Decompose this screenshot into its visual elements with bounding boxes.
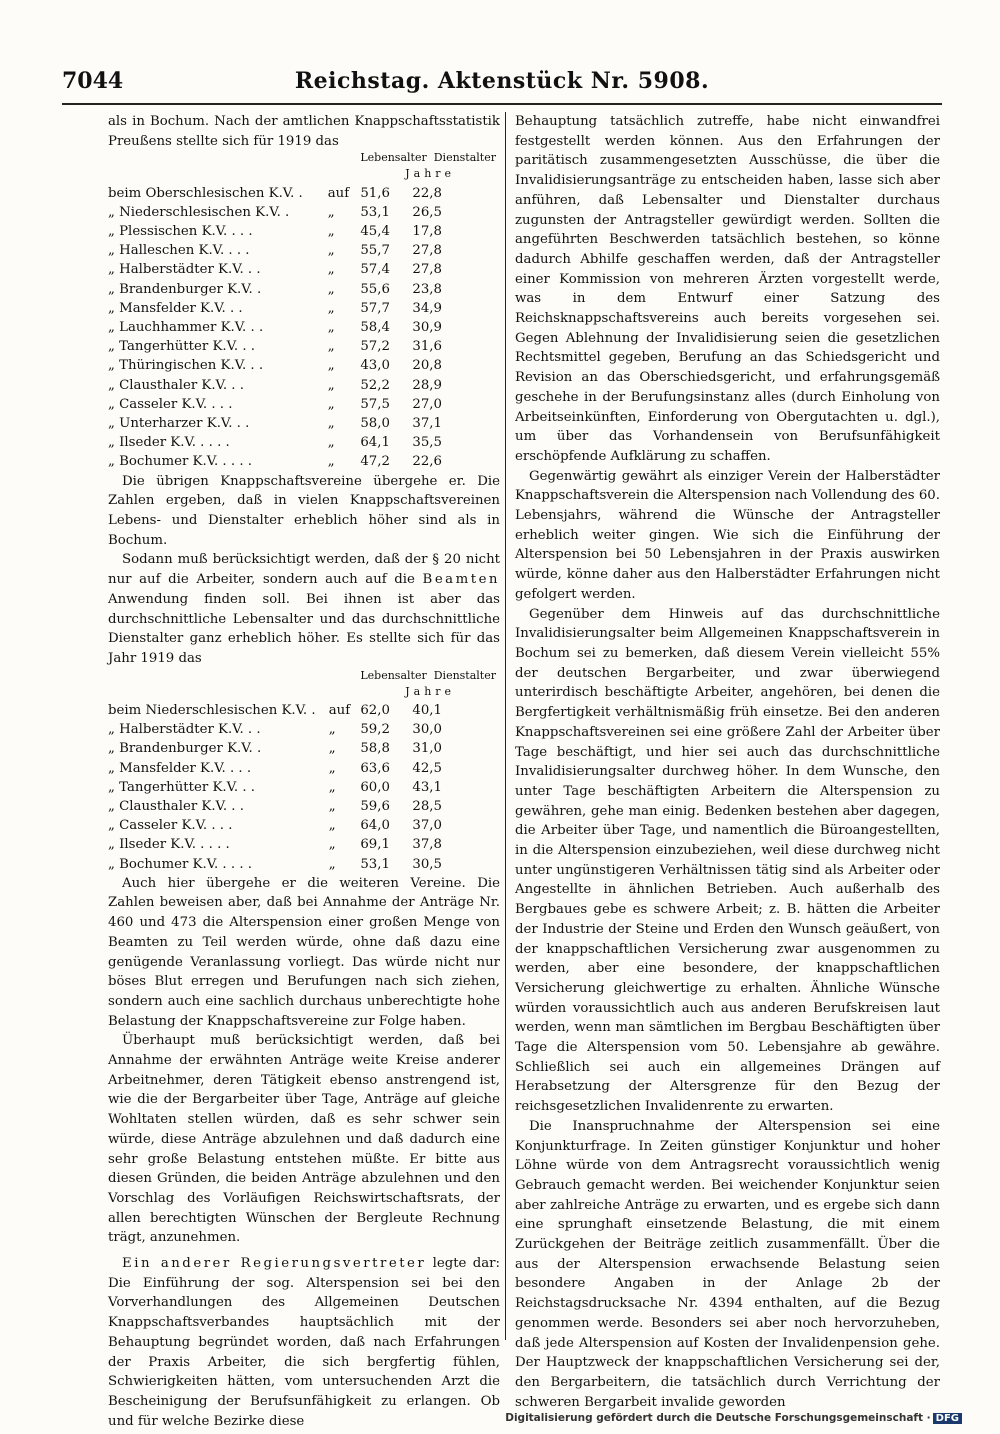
table1-cell-dienstalter: 31,6 (412, 339, 442, 355)
table2-header-unit: Jahre (405, 684, 456, 698)
table-row (108, 395, 500, 414)
table1-header-lebensalter: Lebensalter (360, 151, 427, 165)
table2-cell-name: „ Halberstädter K.V. . . (108, 722, 261, 738)
table2-cell-name: „ Clausthaler K.V. . . (108, 798, 244, 814)
table1-cell-auf: „ (327, 435, 335, 451)
table1-cell-name: „ Thüringischen K.V. . . (108, 358, 264, 374)
table-row (108, 356, 500, 375)
table2-cell-auf: „ (328, 779, 336, 795)
table1-cell-lebensalter: 58,4 (360, 320, 390, 336)
table1-cell-auf: „ (327, 377, 335, 393)
table1-cell-lebensalter: 64,1 (360, 435, 390, 451)
table1-cell-dienstalter: 17,8 (412, 224, 442, 240)
page-header (62, 68, 942, 102)
table1-cell-dienstalter: 22,6 (412, 454, 442, 470)
table1-header-unit: Jahre (405, 167, 456, 181)
table-row (108, 280, 500, 299)
dfg-logo: DFG (933, 1413, 962, 1424)
table1-cell-dienstalter: 26,5 (412, 204, 442, 220)
table-row (108, 816, 500, 835)
table1-cell-lebensalter: 57,2 (360, 339, 390, 355)
table2-cell-name: beim Niederschlesischen K.V. . (108, 702, 316, 718)
table1-cell-auf: „ (327, 358, 335, 374)
table2-cell-auf: „ (328, 722, 336, 738)
table2-cell-auf: „ (328, 837, 336, 853)
table2-cell-dienstalter: 30,0 (412, 722, 442, 738)
table2-cell-name: „ Ilseder K.V. . . . . (108, 837, 230, 853)
emph-beamten: Beamten (422, 572, 500, 588)
table1-cell-dienstalter: 35,5 (412, 435, 442, 451)
header-rule (62, 103, 942, 105)
table1-cell-auf: „ (327, 416, 335, 432)
left-para-2: Sodann muß berücksichtigt werden, daß der § 20 nicht nur auf die Arbeiter, sondern auch auf die Beamten Anwendung finden soll. Bei ihnen ist aber das durchschnittliche Lebensalter und das durchschnittliche Dienstalter ganz erheblich höher. Es stellte sich für das Jahr 1919 das (108, 552, 500, 666)
left-para-1: Die übrigen Knappschaftsvereine übergehe er. Die Zahlen ergeben, daß in vielen Knappschaftsvereinen Lebens- und Dienstalter erheblich höher sind als in Bochum. (108, 473, 500, 548)
table1-cell-name: „ Unterharzer K.V. . . (108, 416, 250, 432)
table2-cell-lebensalter: 59,2 (360, 722, 390, 738)
right-para-3: Gegenüber dem Hinweis auf das durchschnittliche Invalidisierungsalter beim Allgemeinen Knappschaftsverein in Bochum sei zu bemerken, daß diesem Verein vielleicht 55% der deutschen Bergarbeiter, und zwar überwiegend unterirdisch beschäftigte Arbeiter, angehören, bei denen die Bergfertigkeit verhältnismäßig früh einsetze. Bei den anderen Knappschaftsvereinen sei eine größere Zahl der Arbeiter über Tage beschäftigt, und hier sei auch das durchschnittliche Invalidisierungsalter durchweg höher. In dem Wunsche, den unter Tage beschäftigten Arbeitern die Alterspension zu gewähren, gehe man einig. Bedenken bestehen aber dagegen, die Arbeiter über Tage, und namentlich die Büroangestellten, in die Alterspension einzubeziehen, weil diese durchweg nicht unter ungünstigeren Verhältnissen tätig sind als Arbeiter oder Angestellte in ähnlichen Betrieben. Auch außerhalb des Bergbaues gebe es schwere Arbeit; z. B. hätten die Arbeiter der Industrie der Steine und Erden den Wunsch geäußert, von der knappschaftlichen Versicherung zwar ausgenommen zu werden, aber eine besondere, der knappschaftlichen Versicherung gleichwertige zu erhalten. Ähnliche Wünsche würden voraussichtlich auch aus anderen Berufskreisen laut werden, wenn man sämtlichen im Bergbau Beschäftigten über Tage die Alterspension vom 50. Lebensjahre ab gewähre. Schließlich sei auch ein allgemeines Drängen auf Herabsetzung der Altersgrenze für den Bezug der reichsgesetzlichen Invalidenrente zu erwarten. (515, 606, 940, 1115)
table-row (108, 778, 500, 797)
table-1919-workers (108, 151, 500, 471)
table1-cell-auf: „ (327, 224, 335, 240)
table2-cell-name: „ Brandenburger K.V. . (108, 741, 262, 757)
table2-cell-lebensalter: 59,6 (360, 798, 390, 814)
table1-cell-name: „ Halberstädter K.V. . . (108, 262, 261, 278)
left-intro: als in Bochum. Nach der amtlichen Knappschaftsstatistik Preußens stellte sich für 1919 das (108, 114, 500, 149)
table1-cell-lebensalter: 57,5 (360, 396, 390, 412)
table1-cell-dienstalter: 23,8 (412, 281, 442, 297)
table2-header-lebensalter: Lebensalter (360, 668, 427, 682)
table1-cell-lebensalter: 47,2 (360, 454, 390, 470)
table1-cell-auf: „ (327, 320, 335, 336)
table1-cell-auf: „ (327, 454, 335, 470)
right-para-1: Behauptung tatsächlich zutreffe, habe nicht einwandfrei festgestellt werden können. Aus den Erfahrungen der paritätisch zusammengesetzten Ausschüsse, die über die Invalidisierungsanträge zu entscheiden haben, lasse sich aber anführen, daß Lebensalter und Dienstalter durchaus zugunsten der Antragsteller gewürdigt werden. Sollten die angeführten Beschwerden tatsächlich bestehen, so könne dadurch Abhilfe geschaffen werden, daß der Antragsteller einer Kommission von mehreren Ärzten vorgestellt werde, was in dem Entwurf einer Satzung des Reichsknappschaftsvereins auch bereits vorgesehen sei. Gegen Ablehnung der Invalidisierung seien die gesetzlichen Rechtsmittel gegeben, Berufung an das Schiedsgericht und Revision an das Oberschiedsgericht, und erfahrungsgemäß geschehe in der Berufungsinstanz alles (durch Einholung von Arbeitseinkünften, Einforderung von Obergutachten u. dgl.), um über das Vorhandensein von Berufsunfähigkeit erschöpfende Aufklärung zu schaffen. (515, 114, 940, 464)
table1-cell-lebensalter: 55,6 (360, 281, 390, 297)
table2-cell-auf: auf (328, 702, 351, 718)
table-row (108, 184, 500, 203)
table-row (108, 452, 500, 471)
table-row (108, 701, 500, 720)
emph-regierungsvertreter: Ein anderer Regierungsvertreter (122, 1256, 427, 1272)
page-number: 7044 (62, 68, 124, 94)
right-para-2: Gegenwärtig gewährt als einziger Verein der Halberstädter Knappschaftsverein die Alterspension nach Vollendung des 60. Lebensjahrs, während die Wünsche der Antragsteller erheblich weiter gingen. Wie sich die Einführung der Alterspension bei 50 Lebensjahren in der Praxis auswirken würde, könne daher aus den Halberstädter Erfahrungen nicht gefolgert werden. (515, 468, 940, 602)
table2-cell-name: „ Casseler K.V. . . . (108, 818, 233, 834)
table-row (108, 433, 500, 452)
table1-cell-dienstalter: 27,0 (412, 396, 442, 412)
table1-cell-auf: „ (327, 300, 335, 316)
table-row (108, 299, 500, 318)
table1-cell-auf: „ (327, 339, 335, 355)
page-title: Reichstag. Aktenstück Nr. 5908. (294, 68, 710, 94)
left-para-3: Auch hier übergehe er die weiteren Vereine. Die Zahlen beweisen aber, daß bei Annahme der Anträge Nr. 460 und 473 die Alterspension einer großen Menge von Beamten zu Teil werden würde, ohne daß dazu eine genügende Veranlassung vorliegt. Das würde nicht nur böses Blut erregen und Berufungen nach sich ziehen, sondern auch eine sachlich durchaus unberechtigte hohe Belastung der Knappschaftsvereine zur Folge haben. (108, 875, 500, 1029)
table1-cell-name: „ Casseler K.V. . . . (108, 396, 233, 412)
table2-cell-dienstalter: 30,5 (412, 856, 442, 872)
table1-cell-dienstalter: 27,8 (412, 243, 442, 259)
table2-cell-lebensalter: 53,1 (360, 856, 390, 872)
table2-cell-auf: „ (328, 741, 336, 757)
table2-cell-lebensalter: 64,0 (360, 818, 390, 834)
left-para-4: Überhaupt muß berücksichtigt werden, daß bei Annahme der erwähnten Anträge weite Kreise anderer Arbeitnehmer, deren Tätigkeit ebenso anstrengend ist, wie die der Bergarbeiter über Tage, Anträge auf gleiche Wohltaten stellen würden, daß es sehr schwer sein würde, diese Anträge abzulehnen und daß dadurch eine sehr große Belastung entstehen müßte. Er bitte aus diesen Gründen, die beiden Anträge abzulehnen und den Vorschlag des Vorläufigen Reichswirtschaftsrats, der allen berechtigten Wünschen der Bergleute Rechnung trägt, anzunehmen. (108, 1033, 500, 1246)
table2-cell-name: „ Bochumer K.V. . . . . (108, 856, 253, 872)
table-1919-officials (108, 669, 500, 874)
table2-cell-dienstalter: 37,0 (412, 818, 442, 834)
table1-cell-lebensalter: 55,7 (360, 243, 390, 259)
table2-cell-auf: „ (328, 760, 336, 776)
table1-cell-lebensalter: 51,6 (360, 185, 390, 201)
table2-cell-name: „ Tangerhütter K.V. . . (108, 779, 256, 795)
table2-cell-lebensalter: 60,0 (360, 779, 390, 795)
table1-cell-lebensalter: 57,7 (360, 300, 390, 316)
table1-cell-name: „ Brandenburger K.V. . (108, 281, 262, 297)
table1-cell-dienstalter: 20,8 (412, 358, 442, 374)
table1-cell-dienstalter: 37,1 (412, 416, 442, 432)
table-row (108, 318, 500, 337)
table-row (108, 241, 500, 260)
table1-cell-auf: „ (327, 281, 335, 297)
table-row (108, 414, 500, 433)
table1-cell-name: „ Tangerhütter K.V. . . (108, 339, 256, 355)
table2-cell-auf: „ (328, 798, 336, 814)
table1-cell-auf: „ (327, 243, 335, 259)
table2-cell-dienstalter: 28,5 (412, 798, 442, 814)
table1-cell-dienstalter: 22,8 (412, 185, 442, 201)
table1-cell-name: „ Plessischen K.V. . . . (108, 224, 253, 240)
table-row (108, 759, 500, 778)
table1-cell-lebensalter: 57,4 (360, 262, 390, 278)
table2-cell-dienstalter: 43,1 (412, 779, 442, 795)
table-row (108, 739, 500, 758)
table1-cell-name: „ Bochumer K.V. . . . . (108, 454, 253, 470)
footer-credit: Digitalisierung gefördert durch die Deutsche Forschungsgemeinschaft · DFG (505, 1412, 962, 1424)
table1-cell-name: „ Mansfelder K.V. . . (108, 300, 243, 316)
table1-cell-auf: „ (327, 396, 335, 412)
footer-text: Digitalisierung gefördert durch die Deutsche Forschungsgemeinschaft (505, 1412, 923, 1424)
table1-cell-dienstalter: 30,9 (412, 320, 442, 336)
table1-cell-name: „ Niederschlesischen K.V. . (108, 204, 290, 220)
table1-cell-lebensalter: 43,0 (360, 358, 390, 374)
column-divider (505, 112, 506, 1340)
table2-cell-dienstalter: 40,1 (412, 702, 442, 718)
table2-cell-lebensalter: 69,1 (360, 837, 390, 853)
table1-cell-dienstalter: 28,9 (412, 377, 442, 393)
table-row (108, 720, 500, 739)
table2-cell-auf: „ (328, 856, 336, 872)
table1-cell-name: „ Lauchhammer K.V. . . (108, 320, 264, 336)
table-row (108, 797, 500, 816)
table1-cell-lebensalter: 45,4 (360, 224, 390, 240)
table-row (108, 855, 500, 874)
table1-cell-dienstalter: 34,9 (412, 300, 442, 316)
table-row (108, 203, 500, 222)
table2-cell-lebensalter: 58,8 (360, 741, 390, 757)
table1-cell-dienstalter: 27,8 (412, 262, 442, 278)
table-row (108, 337, 500, 356)
table2-cell-name: „ Mansfelder K.V. . . . (108, 760, 252, 776)
table1-cell-name: „ Ilseder K.V. . . . . (108, 435, 230, 451)
table2-cell-dienstalter: 42,5 (412, 760, 442, 776)
table1-cell-name: „ Clausthaler K.V. . . (108, 377, 244, 393)
right-column (515, 112, 940, 1412)
table1-cell-lebensalter: 52,2 (360, 377, 390, 393)
table1-cell-name: „ Halleschen K.V. . . . (108, 243, 250, 259)
table1-cell-auf: „ (327, 204, 335, 220)
table-row (108, 376, 500, 395)
table-row (108, 222, 500, 241)
table2-cell-lebensalter: 63,6 (360, 760, 390, 776)
left-column (108, 112, 500, 1431)
table-row (108, 835, 500, 854)
table1-cell-auf: „ (327, 262, 335, 278)
table2-cell-lebensalter: 62,0 (360, 702, 390, 718)
table1-header-dienstalter: Dienstalter (433, 151, 496, 165)
table1-cell-name: beim Oberschlesischen K.V. . (108, 185, 303, 201)
table2-header-dienstalter: Dienstalter (433, 668, 496, 682)
table-row (108, 260, 500, 279)
left-para-5: Ein anderer Regierungsvertreter legte dar: Die Einführung der sog. Alterspension sei bei den Vorverhandlungen des Allgemeinen Deutschen Knappschaftsverbandes hauptsächlich mit der Behauptung begründet worden, daß nach Erfahrungen der Praxis Arbeiter, die sich bergfertig fühlen, Schwierigkeiten hätten, vom untersuchenden Arzt die Bescheinigung der Berufsunfähigkeit zu erlangen. Ob und für welche Bezirke diese (108, 1256, 500, 1429)
table2-cell-dienstalter: 31,0 (412, 741, 442, 757)
table1-cell-lebensalter: 53,1 (360, 204, 390, 220)
table2-cell-dienstalter: 37,8 (412, 837, 442, 853)
table1-cell-auf: auf (327, 185, 350, 201)
table1-cell-lebensalter: 58,0 (360, 416, 390, 432)
right-para-4: Die Inanspruchnahme der Alterspension sei eine Konjunkturfrage. In Zeiten günstiger Konjunktur und hoher Löhne würde von dem Antragsrecht voraussichtlich wenig Gebrauch gemacht werden. Bei weichender Konjunktur seien aber zahlreiche Anträge zu erwarten, und es ergebe sich dann eine sprunghaft einsetzende Belastung, die mit einem Zurückgehen der Beiträge zeitlich zusammenfällt. Über die aus der Alterspension erwachsende Belastung seien besondere Angaben in der Anlage 2b der Reichstagsdrucksache Nr. 4394 enthalten, auf die Bezug genommen werde. Besonders sei aber noch hervorzuheben, daß jede Alterspension auf Kosten der Invalidenpension gehe. Der Hauptzweck der knappschaftlichen Versicherung sei der, den Bergarbeitern, die tatsächlich durch Verrichtung der schweren Bergarbeit invalide geworden (515, 1118, 940, 1410)
table2-cell-auf: „ (328, 818, 336, 834)
